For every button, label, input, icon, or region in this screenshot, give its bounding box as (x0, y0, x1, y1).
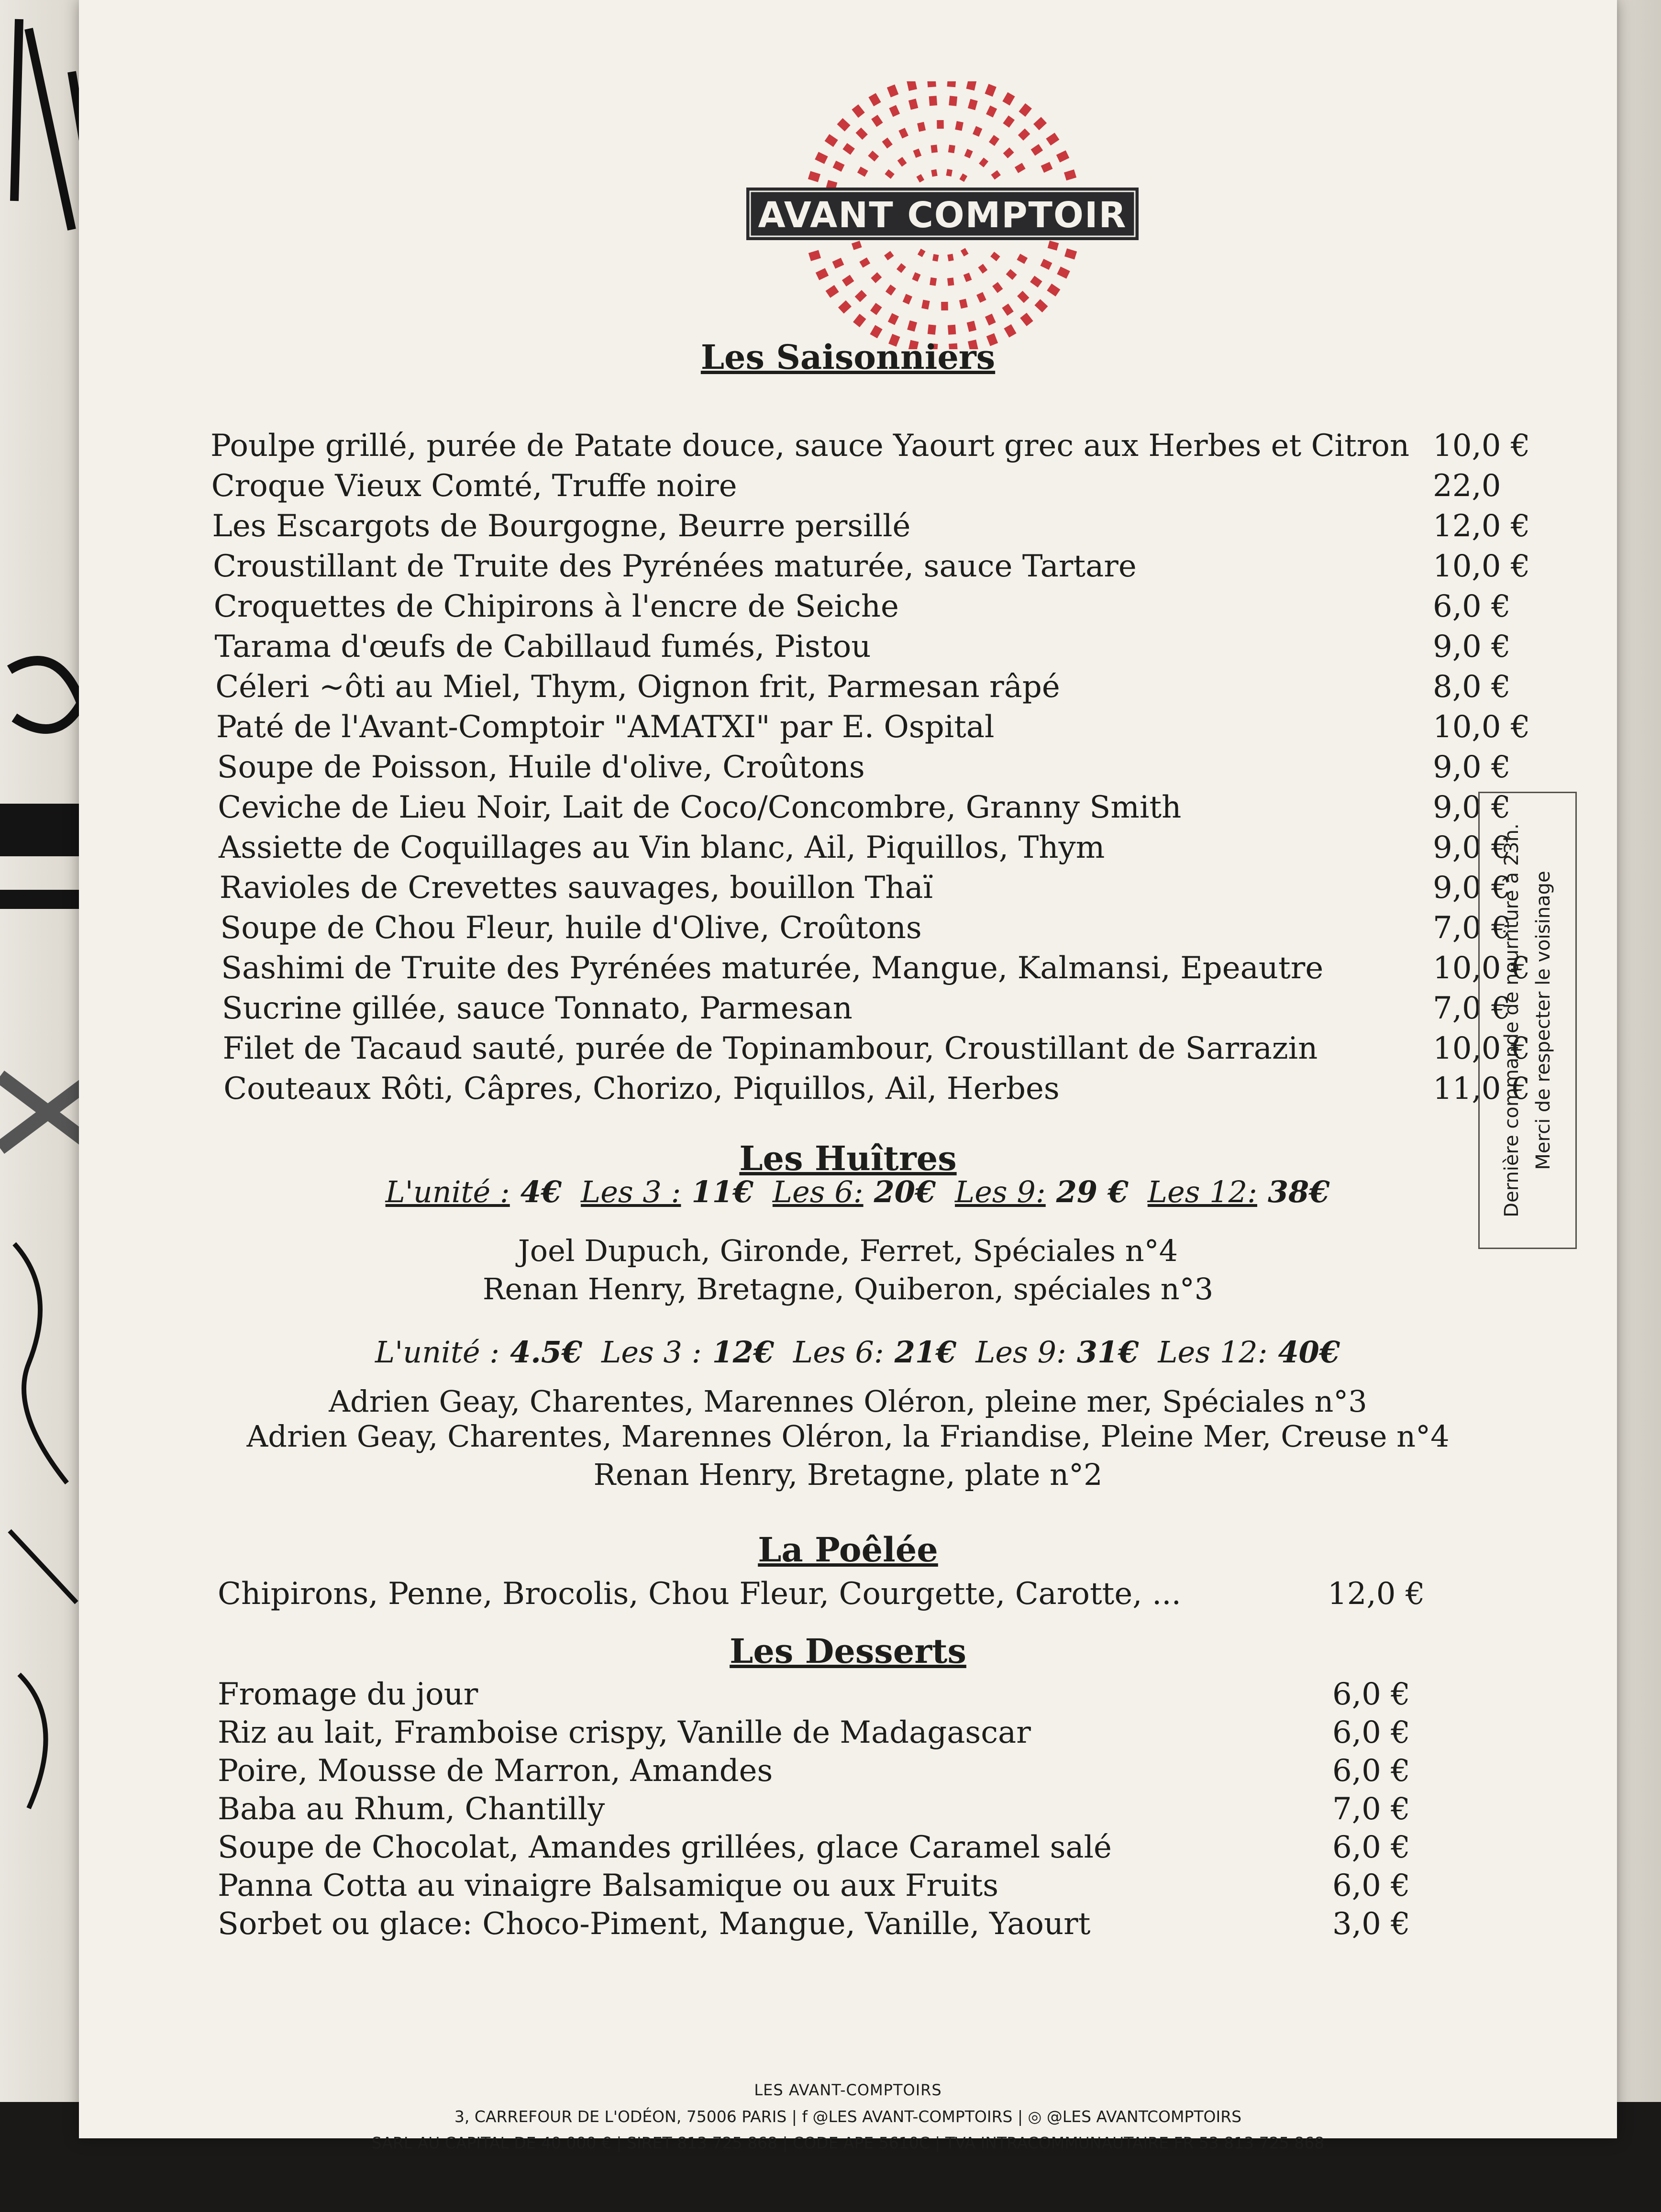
menu-item-name: Croustillant de Truite des Pyrénées maturée, sauce Tartare (213, 549, 1137, 584)
menu-item (222, 1031, 1530, 1069)
menu-item (213, 549, 1530, 587)
footer-address: 3, CARREFOUR DE L'ODÉON, 75006 PARIS | f @LES AVANT-COMPTOIRS | ◎ @LES AVANTCOMPTOIRS (454, 2107, 1242, 2126)
menu-item (214, 629, 1511, 667)
menu-item (218, 1715, 1509, 1753)
menu-item-price: 9,0 € (1433, 629, 1511, 664)
oyster-price-label: Les 3 : (581, 1174, 681, 1209)
avant-comptoir-logo (746, 81, 1139, 349)
menu-item-name: Fromage du jour (218, 1677, 478, 1712)
menu-item (217, 750, 1509, 788)
menu-item (218, 1906, 1509, 1945)
menu-item-name: Sorbet ou glace: Choco-Piment, Mangue, Vanille, Yaourt (218, 1906, 1091, 1942)
menu-item (218, 1677, 1509, 1715)
menu-item-price: 9,0 € (1432, 870, 1511, 906)
menu-item-price: 6,0 € (1332, 1677, 1410, 1712)
oyster-price-value: 29 € (1056, 1174, 1129, 1209)
section-title-huitres: Les Huîtres (739, 1139, 957, 1178)
last-order-notice (1478, 792, 1577, 1249)
menu-item-name: Soupe de Chocolat, Amandes grillées, glace Caramel salé (218, 1830, 1112, 1865)
menu-item-price: 6,0 € (1432, 589, 1511, 624)
oyster-price-value: 31€ (1076, 1335, 1139, 1370)
menu-item (213, 589, 1511, 627)
menu-item (218, 1830, 1509, 1868)
oyster-price-label: Les 9: (975, 1335, 1066, 1370)
oyster-price-label: Les 9: (955, 1174, 1046, 1209)
menu-item (218, 790, 1509, 828)
footer-name: LES AVANT-COMPTOIRS (754, 2081, 942, 2099)
oyster-price-label: L'unité : (375, 1335, 500, 1370)
oyster-price-line-1 (79, 1174, 1617, 1209)
menu-item-price: 10,0 € (1432, 549, 1530, 584)
menu-item-name: Croquettes de Chipirons à l'encre de Seiche (213, 589, 899, 624)
menu-item-name: Couteaux Rôti, Câpres, Chorizo, Piquillos, Ail, Herbes (223, 1071, 1060, 1106)
menu-item-price: 7,0 € (1432, 991, 1511, 1026)
menu-item (218, 1868, 1509, 1906)
menu-item-name: Panna Cotta au vinaigre Balsamique ou aux Fruits (218, 1868, 999, 1903)
menu-item (221, 951, 1530, 989)
oyster-price-label: Les 12: (1158, 1335, 1268, 1370)
notice-line-1: Dernière commande de nourriture à 23h. (1501, 823, 1523, 1217)
menu-item-price: 6,0 € (1332, 1830, 1410, 1865)
menu-item-name: Tarama d'œufs de Cabillaud fumés, Pistou (214, 629, 871, 664)
oyster-price-value: 4.5€ (510, 1335, 583, 1370)
oyster-price-label: Les 6: (772, 1174, 864, 1209)
menu-item-price: 9,0 € (1432, 750, 1511, 785)
oyster-price-line-2 (79, 1335, 1617, 1370)
menu-item (219, 830, 1510, 868)
menu-item-name: Soupe de Chou Fleur, huile d'Olive, Croûtons (220, 910, 922, 946)
menu-item (220, 910, 1512, 949)
menu-item-price: 6,0 € (1332, 1715, 1410, 1750)
menu-item-name: Sashimi de Truite des Pyrénées maturée, Mangue, Kalmansi, Epeautre (221, 951, 1324, 986)
menu-item-price: 10,0 € (1432, 709, 1530, 745)
oyster-price-value: 12€ (712, 1335, 775, 1370)
menu-item (222, 991, 1514, 1029)
menu-item-price: 9,0 € (1432, 790, 1511, 825)
menu-item-price: 22,0 (1432, 468, 1501, 504)
oyster-item: Renan Henry, Bretagne, Quiberon, spéciales n°3 (482, 1272, 1214, 1306)
menu-item-price: 10,0 € (1433, 428, 1530, 464)
menu-item-name: Baba au Rhum, Chantilly (218, 1792, 605, 1827)
menu-item (218, 1792, 1509, 1830)
menu-item (223, 1071, 1530, 1109)
oyster-price-label: Les 3 : (601, 1335, 702, 1370)
menu-item (211, 468, 1503, 507)
notice-line-2: Merci de respecter le voisinage (1532, 871, 1554, 1170)
menu-item-name: Poire, Mousse de Marron, Amandes (218, 1753, 773, 1789)
menu-item-price: 8,0 € (1432, 669, 1511, 705)
menu-item-name: Poulpe grillé, purée de Patate douce, sauce Yaourt grec aux Herbes et Citron (210, 428, 1410, 464)
oyster-price-label: Les 12: (1147, 1174, 1257, 1209)
section-title-poelee: La Poêlée (758, 1530, 938, 1570)
menu-item-name: Céleri ~ôti au Miel, Thym, Oignon frit, Parmesan râpé (215, 669, 1060, 705)
oyster-item: Joel Dupuch, Gironde, Ferret, Spéciales n°4 (518, 1233, 1178, 1268)
menu-item-price: 3,0 € (1332, 1906, 1410, 1942)
menu-item (220, 870, 1511, 908)
menu-item (218, 1576, 1471, 1615)
menu-item-price: 10,0 € (1433, 1031, 1530, 1066)
menu-item (216, 709, 1530, 748)
oyster-price-label: L'unité : (385, 1174, 510, 1209)
menu-item (218, 1753, 1509, 1792)
oyster-price-label: Les 6: (793, 1335, 884, 1370)
oyster-item: Adrien Geay, Charentes, Marennes Oléron, la Friandise, Pleine Mer, Creuse n°4 (246, 1419, 1450, 1454)
menu-item-price: 6,0 € (1332, 1753, 1410, 1789)
oyster-price-value: 20€ (874, 1174, 936, 1209)
menu-item-name: Soupe de Poisson, Huile d'olive, Croûtons (217, 750, 865, 785)
menu-item-price: 11,0 € (1432, 1071, 1530, 1106)
menu-item-name: Chipirons, Penne, Brocolis, Chou Fleur, Courgette, Carotte, ... (218, 1576, 1181, 1612)
oyster-item: Renan Henry, Bretagne, plate n°2 (593, 1457, 1103, 1492)
menu-item (215, 669, 1511, 708)
oyster-price-value: 21€ (894, 1335, 957, 1370)
menu-item-price: 12,0 € (1328, 1576, 1425, 1612)
menu-item-name: Les Escargots de Bourgogne, Beurre persillé (212, 509, 911, 544)
menu-item-price: 12,0 € (1432, 509, 1530, 544)
logo-text: AVANT COMPTOIR (758, 195, 1127, 236)
section-title-saisonniers: Les Saisonniers (700, 337, 996, 377)
oyster-price-value: 38€ (1267, 1174, 1330, 1209)
menu-sheet (79, 0, 1617, 2152)
menu-item-name: Paté de l'Avant-Comptoir "AMATXI" par E. Ospital (216, 709, 995, 745)
menu-item (212, 509, 1530, 547)
menu-item-name: Filet de Tacaud sauté, purée de Topinambour, Croustillant de Sarrazin (222, 1031, 1318, 1066)
menu-item-price: 9,0 € (1433, 830, 1511, 865)
menu-item-name: Ceviche de Lieu Noir, Lait de Coco/Concombre, Granny Smith (218, 790, 1182, 825)
menu-item-price: 7,0 € (1332, 1792, 1410, 1827)
menu-item (210, 428, 1530, 466)
footer-legal: SARL AU CAPITAL DE 40 000 € | SIRET 813 725 868 | CODE APE 5610C | TVA INTRACOMMUNAUTAIRE FR 53 813 725 868 (371, 2134, 1325, 2152)
menu-item-name: Sucrine gillée, sauce Tonnato, Parmesan (221, 991, 853, 1026)
oyster-price-value: 40€ (1278, 1335, 1340, 1370)
oyster-item: Adrien Geay, Charentes, Marennes Oléron, pleine mer, Spéciales n°3 (329, 1384, 1367, 1419)
oyster-price-value: 4€ (520, 1174, 562, 1209)
menu-item-name: Riz au lait, Framboise crispy, Vanille de Madagascar (218, 1715, 1031, 1750)
menu-item-price: 10,0 € (1432, 951, 1530, 986)
section-title-desserts: Les Desserts (730, 1631, 966, 1671)
menu-item-name: Assiette de Coquillages au Vin blanc, Ail, Piquillos, Thym (219, 830, 1105, 865)
menu-item-name: Croque Vieux Comté, Truffe noire (211, 468, 737, 504)
oyster-price-value: 11€ (691, 1174, 753, 1209)
menu-item-price: 7,0 € (1432, 910, 1511, 946)
menu-item-price: 6,0 € (1332, 1868, 1410, 1903)
menu-item-name: Ravioles de Crevettes sauvages, bouillon Thaï (219, 870, 933, 906)
